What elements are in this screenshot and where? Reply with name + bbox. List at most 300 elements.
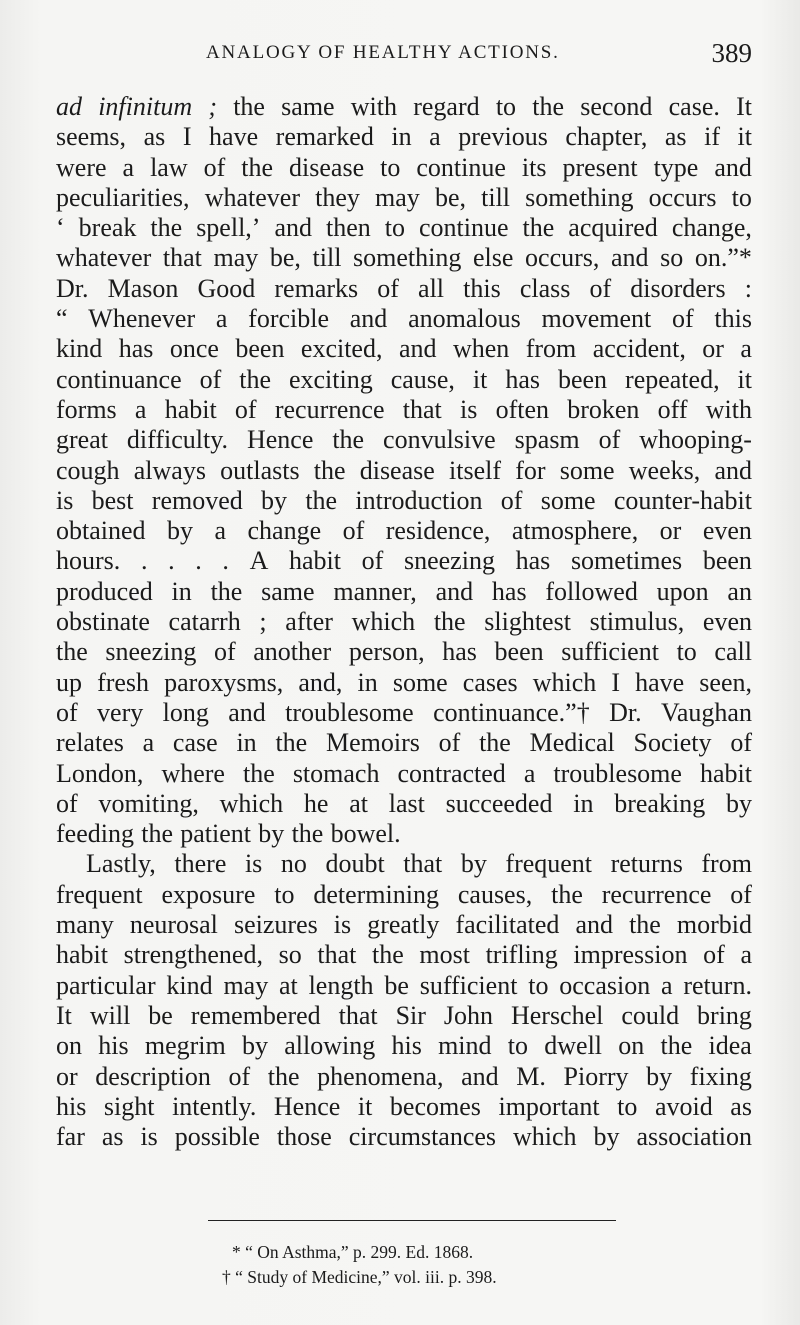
word: of [500, 485, 523, 515]
word: Society [633, 728, 712, 758]
word: been [494, 637, 544, 667]
word: of [598, 425, 621, 455]
word: peculiarities, [56, 182, 190, 212]
word: fresh [97, 667, 150, 697]
word: so [278, 940, 302, 970]
word: break [78, 213, 137, 243]
word: of [56, 788, 78, 818]
word: and [461, 1061, 499, 1091]
text-line [56, 637, 752, 667]
word: of [438, 728, 461, 758]
word: forcible [248, 304, 330, 334]
word: as [101, 1122, 124, 1152]
word: atmosphere, [511, 516, 639, 546]
footnote-rule [208, 1220, 616, 1221]
word: have [209, 122, 259, 152]
word: if [704, 122, 720, 152]
word: occurs, [525, 243, 600, 273]
word: remarked [275, 122, 374, 152]
word: manner, [333, 576, 417, 606]
page-number: 389 [711, 38, 752, 68]
word: megrim [144, 1031, 226, 1061]
word: and [398, 334, 437, 364]
word: his [56, 1091, 87, 1121]
word: there [174, 849, 227, 879]
word: to [731, 182, 752, 212]
word: disease [289, 152, 365, 182]
word: the [241, 152, 274, 182]
word: all [418, 273, 445, 303]
word: the [141, 819, 173, 849]
word: even [702, 516, 752, 546]
text-line [56, 546, 752, 576]
word: or [659, 516, 682, 546]
word: outlasts [220, 455, 300, 485]
text-line [56, 759, 752, 789]
word: habit [164, 394, 217, 424]
word: the [332, 425, 365, 455]
word: by [725, 788, 752, 818]
word: difficulty. [126, 425, 229, 455]
word: has [515, 546, 551, 576]
word: contracted [397, 758, 506, 788]
footnote-1: * “ On Asthma,” p. 299. Ed. 1868. [232, 1242, 474, 1262]
word: idea [708, 1031, 752, 1061]
word: and [349, 304, 388, 334]
word: in [391, 122, 412, 152]
word: returns [610, 849, 683, 879]
word: sneezing [403, 546, 495, 576]
text-line [56, 122, 752, 152]
word: be [148, 1000, 173, 1030]
text-line [56, 486, 752, 516]
word: that [402, 394, 442, 424]
text-line [56, 1001, 752, 1031]
running-title: ANALOGY OF HEALTHY ACTIONS. [206, 42, 560, 63]
word: type [653, 152, 699, 182]
word: . [168, 546, 175, 576]
word: and, [298, 667, 343, 697]
word: to [495, 92, 517, 121]
word: in [357, 667, 378, 697]
word: of [234, 394, 257, 424]
word: A [249, 546, 269, 576]
text-line [56, 243, 752, 273]
word: up [56, 667, 82, 697]
word: residence, [385, 516, 491, 546]
word: may [223, 970, 269, 1000]
word: is [140, 1122, 158, 1152]
word: and [714, 455, 752, 485]
word: will [89, 1000, 131, 1030]
text-line [56, 577, 752, 607]
word: second [580, 92, 653, 121]
word: else [473, 243, 514, 273]
word: recurrence [274, 394, 385, 424]
word: by [261, 485, 288, 515]
word: of [671, 304, 694, 334]
word: by [593, 1122, 620, 1152]
word: something [353, 243, 462, 273]
text-line [56, 274, 752, 304]
word: trifling [485, 940, 558, 970]
word: seen, [699, 667, 752, 697]
word: Vaughan [660, 697, 752, 727]
word: great [56, 425, 108, 455]
word: very [97, 697, 144, 727]
word: the [233, 92, 265, 121]
word: obtained [56, 516, 146, 546]
word: it [357, 1091, 373, 1121]
word: to [507, 1031, 528, 1061]
word: same [261, 576, 315, 606]
word: the [243, 758, 275, 788]
word: till [312, 243, 342, 273]
word: a [215, 304, 228, 334]
word: been [702, 546, 752, 576]
word: to [384, 213, 405, 243]
word: infinitum [98, 92, 193, 121]
text-line [56, 819, 752, 849]
word: which [219, 788, 284, 818]
word: succeeded [445, 788, 553, 818]
word: whatever [204, 182, 300, 212]
text-line [56, 698, 752, 728]
word: so [660, 243, 684, 273]
word: doubt [325, 849, 385, 879]
word: many [56, 910, 114, 940]
word: frequent [56, 879, 143, 909]
word: is [459, 394, 478, 424]
word: habit [700, 758, 752, 788]
word: and [274, 213, 312, 243]
word: last [388, 788, 425, 818]
word: his [391, 1031, 422, 1061]
word: the [56, 637, 88, 667]
word: relates [56, 728, 124, 758]
word: anomalous [408, 304, 521, 334]
word: a [214, 516, 227, 546]
word: spasm [514, 425, 580, 455]
word: the [275, 728, 308, 758]
text-line [56, 1122, 752, 1152]
word: of [199, 364, 222, 394]
word: has [118, 334, 154, 364]
word: and [611, 243, 649, 273]
word: “ [56, 304, 68, 334]
word: habit [289, 546, 341, 576]
word: which [512, 1122, 577, 1152]
word: association [636, 1122, 752, 1152]
word: It [56, 1000, 72, 1030]
word: be, [434, 182, 466, 212]
word: has [505, 364, 540, 394]
word: in [236, 728, 257, 758]
word: dwell [544, 1031, 603, 1061]
word: facilitated [455, 910, 560, 940]
text-line [56, 456, 752, 486]
word: . [222, 546, 229, 576]
word: from [701, 849, 752, 879]
word: for [515, 455, 546, 485]
word: Good [197, 273, 256, 303]
word: is [333, 910, 352, 940]
word: important [498, 1091, 600, 1121]
word: movement [541, 304, 652, 334]
word: in [573, 788, 594, 818]
word: I [182, 122, 192, 152]
word: or [56, 1061, 78, 1091]
word: M. [516, 1061, 546, 1091]
word: circumstances [348, 1122, 497, 1152]
word: off [657, 394, 688, 424]
word: Memoirs [325, 728, 420, 758]
word: whooping- [639, 425, 752, 455]
word: were [56, 152, 107, 182]
word: possible [174, 1122, 260, 1152]
word: even [702, 607, 752, 637]
word: seizures [233, 910, 318, 940]
word: bowel. [330, 819, 401, 849]
word: always [133, 455, 206, 485]
text-line [56, 334, 752, 364]
word: to [617, 1091, 638, 1121]
word: to [528, 970, 549, 1000]
word: the [371, 940, 404, 970]
word: this [714, 304, 752, 334]
word: some [540, 485, 596, 515]
word: some [559, 455, 615, 485]
word: and [228, 697, 266, 727]
word: particular [56, 970, 156, 1000]
word: length [308, 970, 374, 1000]
word: Mason [107, 273, 179, 303]
word: is [244, 849, 263, 879]
word: Medical [529, 728, 615, 758]
text-line [56, 395, 752, 425]
text-line [56, 1031, 752, 1061]
word: sneezing [105, 637, 197, 667]
footnotes [0, 1240, 800, 1290]
word: on [56, 1031, 82, 1061]
word: produced [56, 576, 153, 606]
word: the [551, 879, 583, 909]
text-line [56, 516, 752, 546]
text-line [56, 365, 752, 395]
word: to [380, 152, 401, 182]
word: mind [438, 1031, 492, 1061]
word: catarrh [168, 607, 241, 637]
word: which [351, 607, 416, 637]
word: ; [208, 92, 217, 121]
text-line [56, 183, 752, 213]
word: his [98, 1031, 129, 1061]
word: continuance [56, 364, 182, 394]
word: to [676, 637, 697, 667]
word: chapter, [565, 122, 648, 152]
word: change, [671, 213, 752, 243]
word: causes, [457, 879, 533, 909]
word: with [350, 92, 398, 121]
word: previous [458, 122, 548, 152]
word: strengthened, [123, 940, 263, 970]
word: cause, [390, 364, 455, 394]
word: upon [656, 576, 709, 606]
word: by [646, 1061, 673, 1091]
word: a [661, 970, 673, 1000]
word: something [525, 182, 634, 212]
word: allowing [284, 1031, 376, 1061]
word: slightest [484, 607, 571, 637]
word: could [621, 1000, 680, 1030]
word: cases [462, 667, 518, 697]
text-line [56, 607, 752, 637]
word: when [452, 334, 510, 364]
word: from [525, 334, 577, 364]
word: most [419, 940, 470, 970]
word: the [479, 728, 511, 758]
word: of [589, 273, 612, 303]
word: It [736, 92, 752, 121]
text-line [56, 971, 752, 1001]
word: and [714, 152, 752, 182]
word: repeated, [625, 364, 720, 394]
word: followed [545, 576, 638, 606]
word: patient [180, 819, 252, 849]
word: present [562, 152, 638, 182]
word: far [56, 1122, 85, 1152]
word: obstinate [56, 607, 150, 637]
word: long [162, 697, 209, 727]
word: where [161, 758, 225, 788]
word: Herschel [510, 1000, 604, 1030]
word: been [557, 364, 608, 394]
text-line [56, 849, 752, 879]
word: the [629, 910, 661, 940]
word: ad [56, 92, 82, 121]
text-line [56, 910, 752, 940]
word: Lastly, [86, 849, 156, 879]
word: a [740, 334, 752, 364]
word: a [142, 728, 155, 758]
word: broken [567, 394, 640, 424]
word: by [241, 1031, 268, 1061]
word: often [495, 394, 549, 424]
word: stimulus, [589, 607, 685, 637]
word: and [575, 910, 613, 940]
word: John [443, 1000, 494, 1030]
word: a [740, 940, 752, 970]
word: case. [668, 92, 720, 121]
word: once [169, 334, 219, 364]
word: intently. [172, 1091, 257, 1121]
text-line [56, 304, 752, 334]
word: determining [313, 879, 439, 909]
word: as [664, 122, 687, 152]
word: remarks [274, 273, 359, 303]
text-line [56, 1062, 752, 1092]
word: after [285, 607, 333, 637]
word: spell,’ [196, 213, 261, 243]
word: that [162, 243, 202, 273]
word: of [228, 1061, 251, 1091]
word: neurosal [129, 910, 218, 940]
text-line [56, 789, 752, 819]
word: the [313, 455, 346, 485]
word: no [280, 849, 307, 879]
word: be [384, 970, 409, 1000]
word: continue [416, 152, 506, 182]
word: sufficient [561, 637, 659, 667]
word: and [435, 576, 474, 606]
word: the [267, 1061, 300, 1091]
word: the [291, 819, 324, 849]
word: itself [449, 455, 501, 485]
word: counter-habit [613, 485, 752, 515]
word: or [702, 334, 724, 364]
word: of [56, 697, 78, 727]
word: by [460, 849, 487, 879]
word: London, [56, 758, 144, 788]
word: feeding [56, 819, 134, 849]
word: of [703, 940, 725, 970]
word: Hence [246, 425, 314, 455]
word: best [91, 485, 134, 515]
word: of [361, 546, 384, 576]
word: Whenever [88, 304, 196, 334]
word: as [143, 122, 166, 152]
word: troublesome [553, 758, 682, 788]
word: that [338, 1000, 378, 1030]
word: exciting [288, 364, 373, 394]
word: kind [166, 970, 213, 1000]
word: breaking [614, 788, 706, 818]
word: law [150, 152, 188, 182]
word: been [235, 334, 285, 364]
word: the [210, 576, 243, 606]
word: this [463, 273, 501, 303]
word: it [472, 364, 488, 394]
word: a [429, 122, 441, 152]
word: . [195, 546, 202, 576]
word: that [403, 849, 443, 879]
word: which [532, 667, 597, 697]
word: as [730, 1091, 752, 1121]
word: removed [151, 485, 243, 515]
word: continue [419, 213, 509, 243]
word: to [274, 879, 295, 909]
word: a [523, 758, 536, 788]
text-line [56, 213, 752, 243]
word: hours. [56, 546, 121, 576]
word: its [521, 152, 547, 182]
word: change [247, 516, 322, 546]
word: . [140, 546, 148, 576]
word: regard [413, 92, 480, 121]
word: he [303, 788, 329, 818]
word: Sir [395, 1000, 426, 1030]
word: has [442, 637, 477, 667]
word: some [392, 667, 448, 697]
word: : [744, 273, 752, 303]
word: call [714, 637, 752, 667]
word: then [326, 213, 371, 243]
word: the [532, 92, 565, 121]
word: stomach [292, 758, 380, 788]
word: it [737, 364, 752, 394]
word: the [522, 213, 555, 243]
word: Dr. [609, 697, 642, 727]
